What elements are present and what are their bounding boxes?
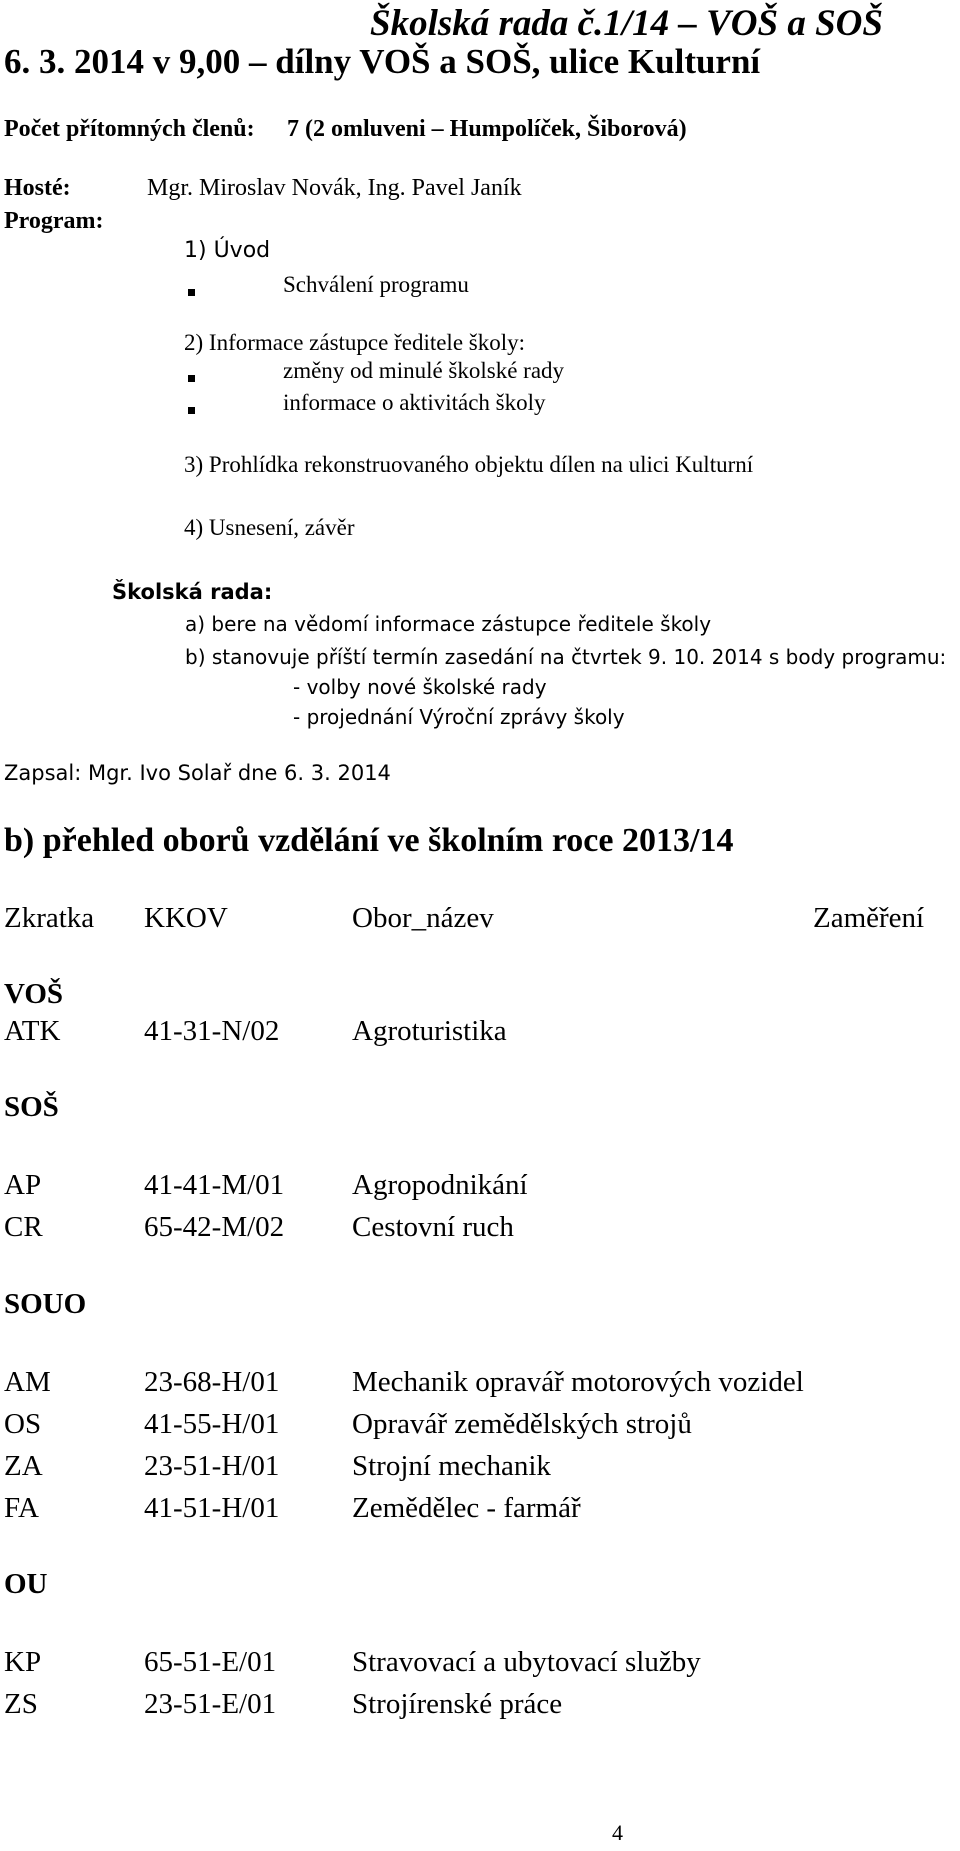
table-cell-code: 41-41-M/01 [144,1169,285,1201]
guests-value: Mgr. Miroslav Novák, Ing. Pavel Janík [147,175,522,201]
table-cell-code: 23-68-H/01 [144,1366,280,1398]
table-cell-abbr: ZA [4,1450,43,1482]
program-item-2-bullet-1: změny od minulé školské rady [283,358,565,383]
overview-title: b) přehled oborů vzdělání ve školním roce 2013/14 [4,822,734,859]
program-item-2: 2) Informace zástupce ředitele školy: [184,330,526,355]
table-cell-name: Agroturistika [352,1015,507,1047]
table-cell-abbr: ATK [4,1015,61,1047]
table-cell-code: 23-51-E/01 [144,1688,277,1720]
table-cell-abbr: AM [4,1366,51,1398]
table-cell-name: Cestovní ruch [352,1211,514,1243]
attendance-value: 7 (2 omluveni – Humpolíček, Šiborová) [287,116,687,142]
resolution-label: Školská rada: [112,580,273,604]
bullet-icon [188,401,195,419]
column-header-code: KKOV [144,902,228,934]
table-cell-abbr: AP [4,1169,42,1201]
table-cell-abbr: ZS [4,1688,38,1720]
section-label-souo: SOUO [4,1288,87,1320]
table-cell-code: 41-55-H/01 [144,1408,280,1440]
table-cell-abbr: KP [4,1646,42,1678]
table-cell-abbr: OS [4,1408,42,1440]
guests-label: Hosté: [4,175,71,201]
program-item-3: 3) Prohlídka rekonstruovaného objektu dílen na ulici Kulturní [184,452,754,477]
table-cell-name: Strojírenské práce [352,1688,563,1720]
resolution-item-a: a) bere na vědomí informace zástupce ředitele školy [185,612,712,636]
table-cell-abbr: FA [4,1492,39,1524]
table-cell-code: 41-51-H/01 [144,1492,280,1524]
column-header-abbr: Zkratka [4,902,95,934]
section-label-vos: VOŠ [4,978,64,1010]
program-item-2-bullet-2: informace o aktivitách školy [283,390,546,415]
bullet-icon [188,283,195,301]
resolution-item-b2: - projednání Výroční zprávy školy [293,705,625,729]
table-cell-name: Opravář zemědělských strojů [352,1408,692,1440]
table-cell-name: Zemědělec - farmář [352,1492,581,1524]
table-cell-name: Agropodnikání [352,1169,528,1201]
table-cell-code: 65-51-E/01 [144,1646,277,1678]
program-item-4: 4) Usnesení, závěr [184,515,355,540]
meeting-info: 6. 3. 2014 v 9,00 – dílny VOŠ a SOŠ, ulice Kulturní [4,42,761,81]
bullet-icon [188,369,195,387]
column-header-name: Obor_název [352,902,494,934]
section-label-ou: OU [4,1568,48,1600]
table-cell-code: 23-51-H/01 [144,1450,280,1482]
table-cell-abbr: CR [4,1211,43,1243]
attendance-label: Počet přítomných členů: [4,116,255,142]
column-header-focus: Zaměření [813,902,925,934]
document-title: Školská rada č.1/14 – VOŠ a SOŠ [370,3,883,44]
table-cell-code: 41-31-N/02 [144,1015,280,1047]
table-cell-name: Strojní mechanik [352,1450,551,1482]
recorded-by: Zapsal: Mgr. Ivo Solař dne 6. 3. 2014 [4,761,391,785]
program-item-1: 1) Úvod [184,238,271,263]
resolution-item-b1: - volby nové školské rady [293,675,547,699]
program-label: Program: [4,208,104,234]
program-item-1-bullet: Schválení programu [283,272,469,297]
page-number: 4 [612,1820,623,1845]
table-cell-name: Stravovací a ubytovací služby [352,1646,701,1678]
table-cell-code: 65-42-M/02 [144,1211,285,1243]
table-cell-name: Mechanik opravář motorových vozidel [352,1366,804,1398]
section-label-sos: SOŠ [4,1091,59,1123]
resolution-item-b: b) stanovuje příští termín zasedání na čtvrtek 9. 10. 2014 s body programu: [185,645,947,669]
